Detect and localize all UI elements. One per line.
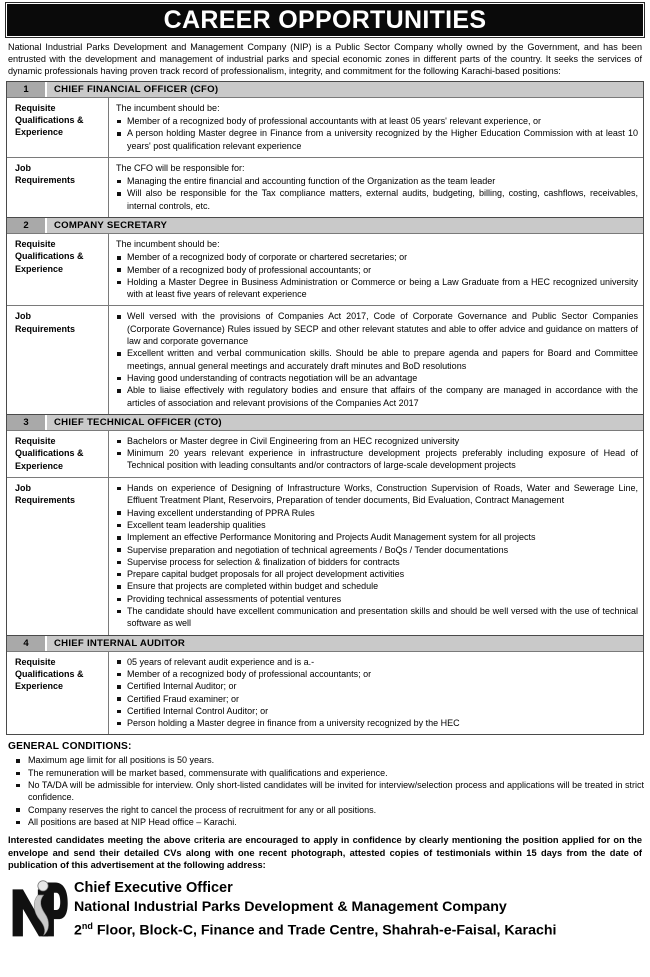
floor-ordinal: nd <box>81 921 93 932</box>
list-item: Holding a Master Degree in Business Administration or Commerce or being a Law Graduate from a HEC recognized university with at least five years of relevant experience <box>116 276 638 301</box>
list-item: Certified Internal Auditor; or <box>116 680 638 692</box>
qualifications-list <box>116 435 638 472</box>
list-item: The candidate should have excellent communication and presentation skills and should be well versed with the use of technical software as well <box>116 605 638 630</box>
list-item: Certified Internal Control Auditor; or <box>116 705 638 717</box>
banner <box>6 3 644 37</box>
list-item: Having excellent understanding of PPRA Rules <box>116 507 638 519</box>
qualifications-list <box>116 251 638 300</box>
job-number: 3 <box>7 415 47 430</box>
qualifications-label <box>7 652 109 735</box>
qualifications-body <box>109 98 643 157</box>
qualifications-label-line: Experience <box>15 681 64 692</box>
list-item: Able to liaise effectively with regulatory bodies and ensure that affairs of the company are managed in accordance with the articles of association and relevant provisions of the Companies Act 2017 <box>116 384 638 409</box>
footer-line-2: National Industrial Parks Development & Management Company <box>74 899 507 916</box>
qualifications-label-line: Requisite <box>15 102 56 113</box>
qualifications-label-line: Requisite <box>15 656 56 667</box>
job-number: 1 <box>7 82 47 97</box>
list-item: Providing technical assessments of potential ventures <box>116 593 638 605</box>
list-item: Bachelors or Master degree in Civil Engineering from an HEC recognized university <box>116 435 638 447</box>
qualifications-label-line: Requisite <box>15 238 56 249</box>
job-requirements-label-line: Job <box>15 162 32 173</box>
qualifications-label-line: Qualifications & <box>15 448 84 459</box>
list-item: Certified Fraud examiner; or <box>116 693 638 705</box>
qualifications-label-line: Experience <box>15 127 64 138</box>
general-conditions-heading: GENERAL CONDITIONS: <box>8 741 132 753</box>
qualifications-list <box>116 115 638 152</box>
job-header <box>7 82 643 97</box>
job-requirements-label-line: Requirements <box>15 495 76 506</box>
footer <box>6 877 644 941</box>
general-conditions-list <box>6 754 644 828</box>
list-item: Will also be responsible for the Tax compliance matters, external audits, budgeting, billing, costing, cashflows, receivables, internal controls, etc. <box>116 187 638 212</box>
qualifications-body <box>109 234 643 305</box>
list-item: Person holding a Master degree in finance from a university recognized by the HEC <box>116 717 638 729</box>
footer-address-rest: Floor, Block-C, Finance and Trade Centre, Shahrah-e-Faisal, Karachi <box>92 922 557 939</box>
general-condition-item: No TA/DA will be admissible for interview. Only short-listed candidates will be invited for interview/selection process and applications will be treated in strict confidence. <box>16 779 644 804</box>
qualifications-row <box>7 97 643 157</box>
list-item: A person holding Master degree in Finance from a university recognized by the Higher Education Commission with at least 10 years' post qualification relevant experience <box>116 127 638 152</box>
job-header <box>7 218 643 233</box>
job-section <box>7 415 643 636</box>
list-item: Member of a recognized body of professional accountants with at least 05 years' relevant experience, or <box>116 115 638 127</box>
job-requirements-body <box>109 478 643 635</box>
job-requirements-lead: The CFO will be responsible for: <box>116 162 245 173</box>
job-requirements-label-line: Job <box>15 311 32 322</box>
list-item: Implement an effective Performance Monitoring and Projects Audit Management system for all projects <box>116 531 638 543</box>
job-section <box>7 218 643 415</box>
general-condition-item: Maximum age limit for all positions is 50 years. <box>16 754 644 766</box>
job-requirements-row <box>7 477 643 635</box>
qualifications-label-line: Experience <box>15 460 64 471</box>
footer-line-3 <box>74 917 556 941</box>
list-item: Excellent team leadership qualities <box>116 519 638 531</box>
closing-paragraph: Interested candidates meeting the above criteria are encouraged to apply in confidence by clearly mentioning the position applied for on the envelope and send their detailed CVs along with one recent photograph, attested copies of testimonials within 15 days from the date of publication of this advertisement at the following address: <box>8 835 642 871</box>
job-number: 4 <box>7 636 47 651</box>
job-title: CHIEF INTERNAL AUDITOR <box>47 636 643 651</box>
floor-number: 2 <box>74 922 82 939</box>
job-requirements-body <box>109 158 643 217</box>
qualifications-label-line: Qualifications & <box>15 669 84 680</box>
job-requirements-row <box>7 305 643 413</box>
qualifications-row <box>7 233 643 305</box>
general-condition-item: The remuneration will be market based, commensurate with qualifications and experience. <box>16 767 644 779</box>
job-requirements-body <box>109 306 643 413</box>
list-item: Member of a recognized body of professional accountants; or <box>116 668 638 680</box>
job-requirements-list <box>116 175 638 212</box>
list-item: Managing the entire financial and accounting function of the Organization as the team leader <box>116 175 638 187</box>
jobs-table <box>6 81 644 736</box>
job-requirements-label-line: Requirements <box>15 323 76 334</box>
list-item: Member of a recognized body of professional accountants; or <box>116 264 638 276</box>
job-number: 2 <box>7 218 47 233</box>
job-section <box>7 82 643 218</box>
list-item: Supervise process for selection & finalization of bidders for contracts <box>116 556 638 568</box>
job-header <box>7 415 643 430</box>
job-requirements-label-line: Requirements <box>15 175 76 186</box>
job-requirements-list <box>116 310 638 408</box>
list-item: Prepare capital budget proposals for all project development activities <box>116 568 638 580</box>
page-title: CAREER OPPORTUNITIES <box>163 5 487 34</box>
job-header <box>7 636 643 651</box>
qualifications-row <box>7 651 643 735</box>
qualifications-label-line: Experience <box>15 263 64 274</box>
footer-address <box>68 879 556 941</box>
list-item: Hands on experience of Designing of Infrastructure Works, Construction Supervision of Roads, Water and Sewerage Line, Effluent Treatment Plant, Reservoirs, Preparation of tender documents, Bid Evaluation, Contract Management <box>116 482 638 507</box>
qualifications-label <box>7 234 109 305</box>
qualifications-list <box>116 656 638 730</box>
qualifications-label <box>7 98 109 157</box>
qualifications-body <box>109 431 643 477</box>
list-item: Excellent written and verbal communication skills. Should be able to prepare agenda and papers for Board and Committee meetings, annual general meetings and accurately draft minutes and BoD resolutions <box>116 347 638 372</box>
job-section <box>7 636 643 736</box>
qualifications-lead: The incumbent should be: <box>116 238 220 249</box>
job-requirements-label-line: Job <box>15 483 32 494</box>
intro-paragraph: National Industrial Parks Development and Management Company (NIP) is a Public Sector Company wholly owned by the Government, and has been entrusted with the development and management of industrial parks and special economic zones in different parts of the country. It seeks the services of dynamic professionals having proven track record of professionalism, integrity, and commitment for the following Karachi-based positions: <box>8 42 642 77</box>
job-requirements-list <box>116 482 638 630</box>
job-title: CHIEF FINANCIAL OFFICER (CFO) <box>47 82 643 97</box>
list-item: 05 years of relevant audit experience and is a.- <box>116 656 638 668</box>
list-item: Having good understanding of contracts negotiation will be an advantage <box>116 372 638 384</box>
list-item: Supervise preparation and negotiation of technical agreements / BoQs / Tender documentations <box>116 544 638 556</box>
list-item: Minimum 20 years relevant experience in infrastructure development projects preferably including exposure of Head of Technical position with leading consultants and/or contractors of large-scale development projects <box>116 447 638 472</box>
general-condition-item: Company reserves the right to cancel the process of recruitment for any or all positions. <box>16 804 644 816</box>
job-title: COMPANY SECRETARY <box>47 218 643 233</box>
job-requirements-label <box>7 158 109 217</box>
footer-line-1: Chief Executive Officer <box>74 880 233 897</box>
qualifications-label-line: Requisite <box>15 435 56 446</box>
job-requirements-row <box>7 157 643 217</box>
nip-logo-icon <box>10 879 68 941</box>
job-requirements-label <box>7 478 109 635</box>
qualifications-body <box>109 652 643 735</box>
list-item: Ensure that projects are completed within budget and schedule <box>116 580 638 592</box>
list-item: Well versed with the provisions of Companies Act 2017, Code of Corporate Governance and Public Sector Companies (Corporate Governance) Rules issued by SECP and other relevant statutes and able to offer advice and guidance on matters of law and corporate governance <box>116 310 638 347</box>
list-item: Member of a recognized body of corporate or chartered secretaries; or <box>116 251 638 263</box>
qualifications-label <box>7 431 109 477</box>
job-title: CHIEF TECHNICAL OFFICER (CTO) <box>47 415 643 430</box>
qualifications-label-line: Qualifications & <box>15 251 84 262</box>
qualifications-row <box>7 430 643 477</box>
job-requirements-label <box>7 306 109 413</box>
qualifications-lead: The incumbent should be: <box>116 102 220 113</box>
general-condition-item: All positions are based at NIP Head office – Karachi. <box>16 816 644 828</box>
qualifications-label-line: Qualifications & <box>15 115 84 126</box>
